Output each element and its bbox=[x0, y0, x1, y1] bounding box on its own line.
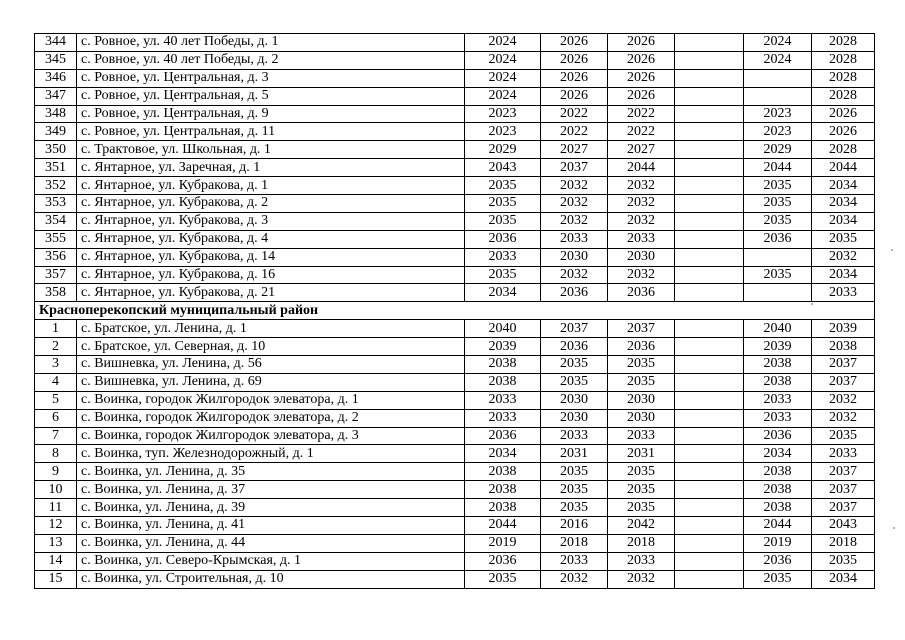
year-cell-5: 2035 bbox=[744, 195, 812, 213]
row-number: 5 bbox=[35, 391, 77, 409]
year-cell-3: 2026 bbox=[608, 34, 675, 52]
year-cell-2: 2026 bbox=[541, 34, 608, 52]
year-cell-4 bbox=[675, 552, 744, 570]
row-number: 10 bbox=[35, 481, 77, 499]
year-cell-6: 2038 bbox=[812, 338, 875, 356]
address-cell: с. Воинка, туп. Железнодорожный, д. 1 bbox=[77, 445, 465, 463]
table-row bbox=[35, 570, 875, 588]
year-cell-1: 2029 bbox=[465, 141, 541, 159]
address-cell: с. Воинка, ул. Ленина, д. 44 bbox=[77, 534, 465, 552]
row-number: 347 bbox=[35, 87, 77, 105]
year-cell-6: 2028 bbox=[812, 51, 875, 69]
year-cell-4 bbox=[675, 427, 744, 445]
year-cell-3: 2036 bbox=[608, 284, 675, 302]
year-cell-1: 2035 bbox=[465, 177, 541, 195]
year-cell-6: 2035 bbox=[812, 552, 875, 570]
row-number: 15 bbox=[35, 570, 77, 588]
year-cell-6: 2044 bbox=[812, 159, 875, 177]
row-number: 3 bbox=[35, 356, 77, 374]
year-cell-5: 2035 bbox=[744, 177, 812, 195]
year-cell-6: 2033 bbox=[812, 284, 875, 302]
section-header-group bbox=[35, 302, 875, 320]
year-cell-5: 2029 bbox=[744, 141, 812, 159]
year-cell-2: 2032 bbox=[541, 570, 608, 588]
year-cell-1: 2033 bbox=[465, 248, 541, 266]
address-cell: с. Братское, ул. Ленина, д. 1 bbox=[77, 320, 465, 338]
year-cell-2: 2030 bbox=[541, 248, 608, 266]
row-number: 4 bbox=[35, 373, 77, 391]
address-cell: с. Воинка, городок Жилгородок элеватора, д. 2 bbox=[77, 409, 465, 427]
address-cell: с. Воинка, ул. Северо-Крымская, д. 1 bbox=[77, 552, 465, 570]
row-number: 354 bbox=[35, 212, 77, 230]
year-cell-1: 2034 bbox=[465, 284, 541, 302]
year-cell-2: 2035 bbox=[541, 463, 608, 481]
year-cell-3: 2027 bbox=[608, 141, 675, 159]
year-cell-1: 2023 bbox=[465, 123, 541, 141]
year-cell-2: 2037 bbox=[541, 320, 608, 338]
row-number: 345 bbox=[35, 51, 77, 69]
year-cell-5: 2040 bbox=[744, 320, 812, 338]
table-row bbox=[35, 69, 875, 87]
year-cell-4 bbox=[675, 570, 744, 588]
year-cell-6: 2037 bbox=[812, 463, 875, 481]
year-cell-6: 2028 bbox=[812, 69, 875, 87]
year-cell-2: 2033 bbox=[541, 230, 608, 248]
year-cell-2: 2035 bbox=[541, 356, 608, 374]
row-number: 352 bbox=[35, 177, 77, 195]
row-number: 14 bbox=[35, 552, 77, 570]
address-cell: с. Янтарное, ул. Кубракова, д. 1 bbox=[77, 177, 465, 195]
year-cell-2: 2032 bbox=[541, 177, 608, 195]
year-cell-5: 2036 bbox=[744, 230, 812, 248]
year-cell-4 bbox=[675, 481, 744, 499]
year-cell-1: 2024 bbox=[465, 69, 541, 87]
row-number: 13 bbox=[35, 534, 77, 552]
year-cell-6: 2037 bbox=[812, 373, 875, 391]
year-cell-1: 2039 bbox=[465, 338, 541, 356]
year-cell-6: 2028 bbox=[812, 34, 875, 52]
year-cell-1: 2024 bbox=[465, 51, 541, 69]
table-row bbox=[35, 266, 875, 284]
year-cell-1: 2023 bbox=[465, 105, 541, 123]
address-cell: с. Трактовое, ул. Школьная, д. 1 bbox=[77, 141, 465, 159]
year-cell-6: 2037 bbox=[812, 499, 875, 517]
year-cell-6: 2028 bbox=[812, 141, 875, 159]
year-cell-3: 2036 bbox=[608, 338, 675, 356]
table-row bbox=[35, 177, 875, 195]
year-cell-4 bbox=[675, 159, 744, 177]
address-cell: с. Воинка, городок Жилгородок элеватора, д. 3 bbox=[77, 427, 465, 445]
year-cell-1: 2035 bbox=[465, 212, 541, 230]
year-cell-4 bbox=[675, 409, 744, 427]
address-cell: с. Янтарное, ул. Кубракова, д. 3 bbox=[77, 212, 465, 230]
address-cell: с. Янтарное, ул. Кубракова, д. 14 bbox=[77, 248, 465, 266]
year-cell-5: 2023 bbox=[744, 105, 812, 123]
year-cell-1: 2035 bbox=[465, 570, 541, 588]
year-cell-5: 2035 bbox=[744, 212, 812, 230]
year-cell-4 bbox=[675, 87, 744, 105]
table-row bbox=[35, 552, 875, 570]
year-cell-3: 2032 bbox=[608, 266, 675, 284]
year-cell-1: 2043 bbox=[465, 159, 541, 177]
year-cell-6: 2026 bbox=[812, 123, 875, 141]
table-row bbox=[35, 481, 875, 499]
rows-after-section bbox=[35, 320, 875, 588]
row-number: 9 bbox=[35, 463, 77, 481]
row-number: 355 bbox=[35, 230, 77, 248]
address-cell: с. Ровное, ул. Центральная, д. 5 bbox=[77, 87, 465, 105]
year-cell-5: 2034 bbox=[744, 445, 812, 463]
year-cell-5 bbox=[744, 284, 812, 302]
table-row bbox=[35, 284, 875, 302]
scan-speck bbox=[891, 249, 893, 251]
row-number: 2 bbox=[35, 338, 77, 356]
year-cell-4 bbox=[675, 499, 744, 517]
year-cell-3: 2031 bbox=[608, 445, 675, 463]
row-number: 344 bbox=[35, 34, 77, 52]
year-cell-3: 2030 bbox=[608, 409, 675, 427]
year-cell-4 bbox=[675, 463, 744, 481]
year-cell-2: 2026 bbox=[541, 69, 608, 87]
table-row bbox=[35, 427, 875, 445]
section-title: Красноперекопский муниципальный район bbox=[35, 302, 875, 320]
year-cell-6: 2037 bbox=[812, 481, 875, 499]
year-cell-1: 2033 bbox=[465, 409, 541, 427]
year-cell-2: 2026 bbox=[541, 87, 608, 105]
year-cell-3: 2026 bbox=[608, 69, 675, 87]
year-cell-3: 2042 bbox=[608, 517, 675, 535]
year-cell-3: 2032 bbox=[608, 177, 675, 195]
year-cell-2: 2022 bbox=[541, 123, 608, 141]
row-number: 357 bbox=[35, 266, 77, 284]
year-cell-4 bbox=[675, 445, 744, 463]
year-cell-4 bbox=[675, 141, 744, 159]
year-cell-6: 2035 bbox=[812, 427, 875, 445]
row-number: 348 bbox=[35, 105, 77, 123]
address-cell: с. Ровное, ул. Центральная, д. 9 bbox=[77, 105, 465, 123]
table-row bbox=[35, 320, 875, 338]
year-cell-6: 2039 bbox=[812, 320, 875, 338]
year-cell-2: 2033 bbox=[541, 427, 608, 445]
year-cell-2: 2026 bbox=[541, 51, 608, 69]
year-cell-3: 2035 bbox=[608, 481, 675, 499]
year-cell-5: 2039 bbox=[744, 338, 812, 356]
year-cell-5: 2033 bbox=[744, 409, 812, 427]
year-cell-5: 2036 bbox=[744, 552, 812, 570]
year-cell-4 bbox=[675, 69, 744, 87]
year-cell-1: 2040 bbox=[465, 320, 541, 338]
year-cell-1: 2035 bbox=[465, 266, 541, 284]
row-number: 353 bbox=[35, 195, 77, 213]
table-row bbox=[35, 141, 875, 159]
row-number: 356 bbox=[35, 248, 77, 266]
table-row bbox=[35, 212, 875, 230]
year-cell-5: 2038 bbox=[744, 463, 812, 481]
year-cell-5: 2033 bbox=[744, 391, 812, 409]
year-cell-6: 2034 bbox=[812, 177, 875, 195]
year-cell-4 bbox=[675, 230, 744, 248]
table-row bbox=[35, 51, 875, 69]
year-cell-2: 2035 bbox=[541, 499, 608, 517]
table-row bbox=[35, 534, 875, 552]
year-cell-2: 2036 bbox=[541, 338, 608, 356]
year-cell-1: 2019 bbox=[465, 534, 541, 552]
year-cell-2: 2035 bbox=[541, 481, 608, 499]
year-cell-5: 2035 bbox=[744, 266, 812, 284]
year-cell-4 bbox=[675, 34, 744, 52]
year-cell-4 bbox=[675, 105, 744, 123]
year-cell-2: 2035 bbox=[541, 373, 608, 391]
year-cell-3: 2037 bbox=[608, 320, 675, 338]
row-number: 349 bbox=[35, 123, 77, 141]
year-cell-2: 2027 bbox=[541, 141, 608, 159]
year-cell-3: 2033 bbox=[608, 427, 675, 445]
year-cell-5: 2044 bbox=[744, 159, 812, 177]
year-cell-3: 2032 bbox=[608, 195, 675, 213]
year-cell-3: 2044 bbox=[608, 159, 675, 177]
year-cell-4 bbox=[675, 517, 744, 535]
year-cell-5: 2023 bbox=[744, 123, 812, 141]
year-cell-6: 2032 bbox=[812, 391, 875, 409]
year-cell-5 bbox=[744, 248, 812, 266]
year-cell-6: 2026 bbox=[812, 105, 875, 123]
year-cell-1: 2036 bbox=[465, 552, 541, 570]
year-cell-4 bbox=[675, 320, 744, 338]
year-cell-3: 2022 bbox=[608, 123, 675, 141]
year-cell-1: 2038 bbox=[465, 373, 541, 391]
year-cell-5: 2024 bbox=[744, 51, 812, 69]
table-row bbox=[35, 356, 875, 374]
table-row bbox=[35, 463, 875, 481]
year-cell-2: 2030 bbox=[541, 409, 608, 427]
row-number: 6 bbox=[35, 409, 77, 427]
year-cell-1: 2036 bbox=[465, 230, 541, 248]
table-row bbox=[35, 338, 875, 356]
address-cell: с. Братское, ул. Северная, д. 10 bbox=[77, 338, 465, 356]
year-cell-3: 2035 bbox=[608, 499, 675, 517]
table-row bbox=[35, 195, 875, 213]
year-cell-5: 2044 bbox=[744, 517, 812, 535]
year-cell-4 bbox=[675, 212, 744, 230]
scan-speck bbox=[893, 527, 895, 529]
year-cell-5: 2038 bbox=[744, 356, 812, 374]
year-cell-2: 2032 bbox=[541, 266, 608, 284]
year-cell-1: 2044 bbox=[465, 517, 541, 535]
year-cell-5: 2036 bbox=[744, 427, 812, 445]
year-cell-5: 2024 bbox=[744, 34, 812, 52]
table-row bbox=[35, 499, 875, 517]
address-cell: с. Воинка, ул. Строительная, д. 10 bbox=[77, 570, 465, 588]
row-number: 1 bbox=[35, 320, 77, 338]
year-cell-6: 2018 bbox=[812, 534, 875, 552]
address-cell: с. Янтарное, ул. Кубракова, д. 2 bbox=[77, 195, 465, 213]
year-cell-5: 2019 bbox=[744, 534, 812, 552]
year-cell-4 bbox=[675, 177, 744, 195]
address-cell: с. Воинка, ул. Ленина, д. 39 bbox=[77, 499, 465, 517]
address-cell: с. Воинка, ул. Ленина, д. 41 bbox=[77, 517, 465, 535]
row-number: 12 bbox=[35, 517, 77, 535]
table-row bbox=[35, 445, 875, 463]
year-cell-3: 2032 bbox=[608, 570, 675, 588]
year-cell-3: 2030 bbox=[608, 391, 675, 409]
address-cell: с. Ровное, ул. Центральная, д. 11 bbox=[77, 123, 465, 141]
scan-speck bbox=[811, 303, 813, 305]
year-cell-2: 2022 bbox=[541, 105, 608, 123]
address-cell: с. Янтарное, ул. Кубракова, д. 4 bbox=[77, 230, 465, 248]
year-cell-2: 2032 bbox=[541, 195, 608, 213]
row-number: 7 bbox=[35, 427, 77, 445]
address-cell: с. Ровное, ул. 40 лет Победы, д. 1 bbox=[77, 34, 465, 52]
year-cell-3: 2030 bbox=[608, 248, 675, 266]
year-cell-4 bbox=[675, 373, 744, 391]
table-row bbox=[35, 409, 875, 427]
year-cell-3: 2033 bbox=[608, 552, 675, 570]
year-cell-1: 2024 bbox=[465, 34, 541, 52]
year-cell-4 bbox=[675, 51, 744, 69]
year-cell-2: 2016 bbox=[541, 517, 608, 535]
year-cell-3: 2018 bbox=[608, 534, 675, 552]
year-cell-4 bbox=[675, 248, 744, 266]
year-cell-2: 2018 bbox=[541, 534, 608, 552]
address-cell: с. Воинка, городок Жилгородок элеватора, д. 1 bbox=[77, 391, 465, 409]
address-cell: с. Вишневка, ул. Ленина, д. 69 bbox=[77, 373, 465, 391]
year-cell-3: 2026 bbox=[608, 51, 675, 69]
year-cell-6: 2034 bbox=[812, 570, 875, 588]
rows-before-section bbox=[35, 34, 875, 302]
year-cell-1: 2038 bbox=[465, 481, 541, 499]
table-row bbox=[35, 123, 875, 141]
year-cell-4 bbox=[675, 266, 744, 284]
year-cell-6: 2034 bbox=[812, 266, 875, 284]
table-row bbox=[35, 230, 875, 248]
year-cell-6: 2035 bbox=[812, 230, 875, 248]
table-row bbox=[35, 373, 875, 391]
year-cell-3: 2022 bbox=[608, 105, 675, 123]
year-cell-4 bbox=[675, 123, 744, 141]
year-cell-4 bbox=[675, 356, 744, 374]
schedule-table bbox=[34, 33, 875, 589]
year-cell-5: 2035 bbox=[744, 570, 812, 588]
address-cell: с. Янтарное, ул. Заречная, д. 1 bbox=[77, 159, 465, 177]
table-row bbox=[35, 87, 875, 105]
address-cell: с. Янтарное, ул. Кубракова, д. 16 bbox=[77, 266, 465, 284]
year-cell-4 bbox=[675, 391, 744, 409]
address-cell: с. Воинка, ул. Ленина, д. 37 bbox=[77, 481, 465, 499]
row-number: 351 bbox=[35, 159, 77, 177]
year-cell-1: 2038 bbox=[465, 463, 541, 481]
row-number: 11 bbox=[35, 499, 77, 517]
year-cell-4 bbox=[675, 338, 744, 356]
address-cell: с. Вишневка, ул. Ленина, д. 56 bbox=[77, 356, 465, 374]
row-number: 346 bbox=[35, 69, 77, 87]
section-header-row bbox=[35, 302, 875, 320]
year-cell-2: 2037 bbox=[541, 159, 608, 177]
year-cell-6: 2037 bbox=[812, 356, 875, 374]
year-cell-3: 2035 bbox=[608, 356, 675, 374]
year-cell-3: 2035 bbox=[608, 373, 675, 391]
year-cell-5: 2038 bbox=[744, 373, 812, 391]
address-cell: с. Воинка, ул. Ленина, д. 35 bbox=[77, 463, 465, 481]
year-cell-4 bbox=[675, 534, 744, 552]
table-row bbox=[35, 159, 875, 177]
year-cell-2: 2036 bbox=[541, 284, 608, 302]
year-cell-3: 2035 bbox=[608, 463, 675, 481]
year-cell-6: 2034 bbox=[812, 195, 875, 213]
year-cell-5 bbox=[744, 87, 812, 105]
year-cell-1: 2038 bbox=[465, 499, 541, 517]
year-cell-1: 2033 bbox=[465, 391, 541, 409]
row-number: 358 bbox=[35, 284, 77, 302]
table-row bbox=[35, 34, 875, 52]
year-cell-2: 2031 bbox=[541, 445, 608, 463]
year-cell-5: 2038 bbox=[744, 499, 812, 517]
address-cell: с. Ровное, ул. 40 лет Победы, д. 2 bbox=[77, 51, 465, 69]
year-cell-1: 2024 bbox=[465, 87, 541, 105]
table-row bbox=[35, 105, 875, 123]
row-number: 350 bbox=[35, 141, 77, 159]
year-cell-3: 2033 bbox=[608, 230, 675, 248]
year-cell-3: 2026 bbox=[608, 87, 675, 105]
year-cell-1: 2035 bbox=[465, 195, 541, 213]
table-row bbox=[35, 391, 875, 409]
year-cell-2: 2033 bbox=[541, 552, 608, 570]
year-cell-4 bbox=[675, 195, 744, 213]
year-cell-6: 2032 bbox=[812, 248, 875, 266]
year-cell-6: 2033 bbox=[812, 445, 875, 463]
year-cell-5 bbox=[744, 69, 812, 87]
year-cell-4 bbox=[675, 284, 744, 302]
year-cell-6: 2028 bbox=[812, 87, 875, 105]
year-cell-6: 2043 bbox=[812, 517, 875, 535]
table-row bbox=[35, 517, 875, 535]
row-number: 8 bbox=[35, 445, 77, 463]
year-cell-5: 2038 bbox=[744, 481, 812, 499]
year-cell-6: 2032 bbox=[812, 409, 875, 427]
address-cell: с. Ровное, ул. Центральная, д. 3 bbox=[77, 69, 465, 87]
year-cell-2: 2030 bbox=[541, 391, 608, 409]
year-cell-2: 2032 bbox=[541, 212, 608, 230]
year-cell-1: 2036 bbox=[465, 427, 541, 445]
table-row bbox=[35, 248, 875, 266]
year-cell-3: 2032 bbox=[608, 212, 675, 230]
address-cell: с. Янтарное, ул. Кубракова, д. 21 bbox=[77, 284, 465, 302]
year-cell-6: 2034 bbox=[812, 212, 875, 230]
year-cell-1: 2038 bbox=[465, 356, 541, 374]
year-cell-1: 2034 bbox=[465, 445, 541, 463]
